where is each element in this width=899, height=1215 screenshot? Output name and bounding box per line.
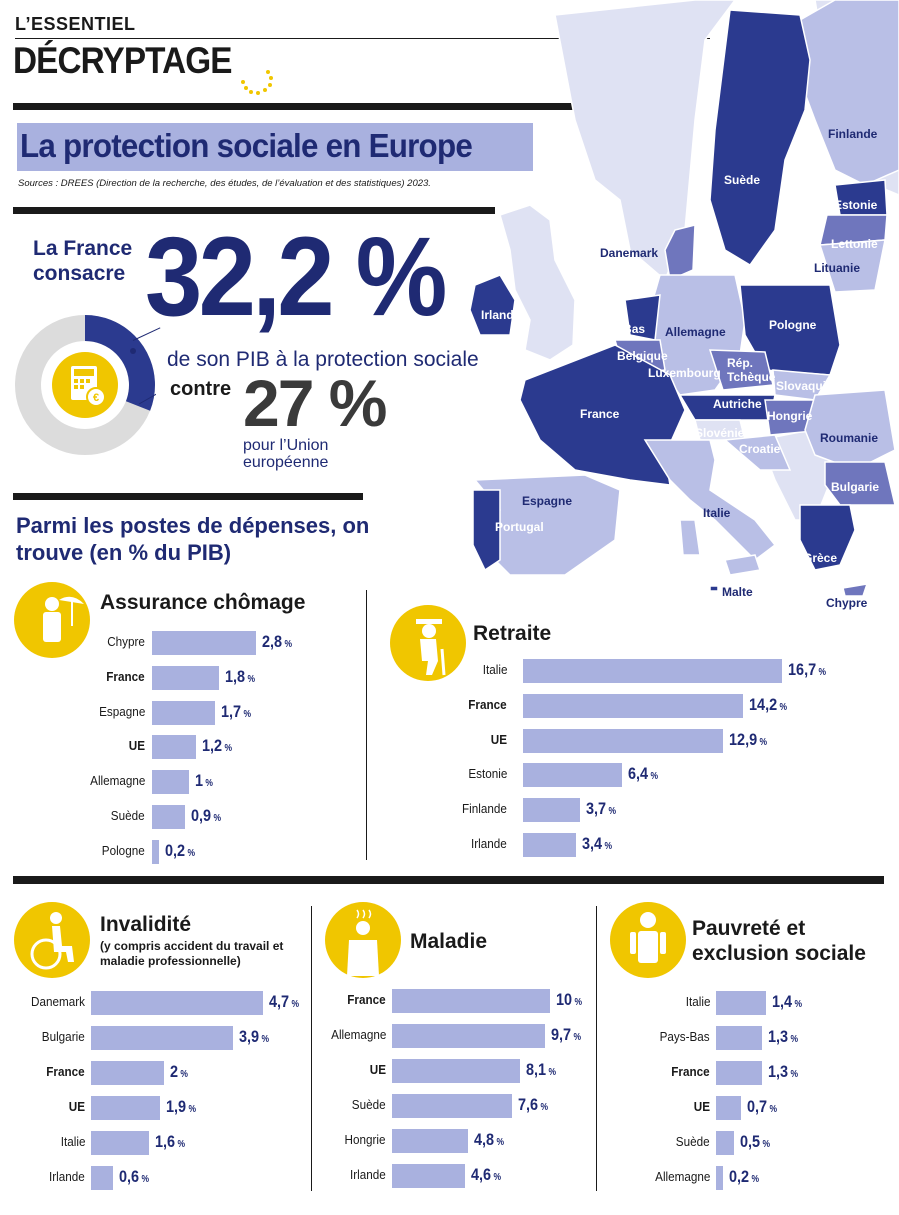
separator-bottom-right bbox=[596, 906, 597, 1191]
data-label: 1,2 % bbox=[202, 736, 233, 756]
chart-title-maladie: Maladie bbox=[410, 930, 488, 953]
data-label: 0,6 % bbox=[118, 1167, 149, 1186]
data-label: 0,9 % bbox=[191, 806, 222, 825]
bar bbox=[523, 798, 580, 822]
bar bbox=[716, 1061, 762, 1085]
category-label: Italie bbox=[60, 1134, 85, 1149]
map-label-belgique: Belgique bbox=[617, 349, 668, 363]
intro-rule bbox=[13, 493, 363, 500]
eu-text: pour l’Union européenne bbox=[243, 437, 329, 471]
data-label: 1,7 % bbox=[220, 701, 251, 721]
data-label: 1,4 % bbox=[771, 992, 802, 1011]
category-label: UE bbox=[693, 1099, 710, 1114]
sicily-shape bbox=[725, 555, 760, 575]
map-label-allemagne: Allemagne bbox=[665, 325, 726, 339]
bar bbox=[152, 701, 215, 725]
category-label: Espagne bbox=[98, 703, 145, 719]
bar bbox=[716, 1096, 741, 1120]
map-label-suede: Suède bbox=[724, 173, 761, 187]
map-label-finlande: Finlande bbox=[828, 127, 878, 141]
unemployment-icon-circle bbox=[14, 582, 90, 658]
umbrella-worker-icon bbox=[14, 582, 90, 658]
data-label: 4,6 % bbox=[470, 1165, 501, 1184]
ireland-shape bbox=[470, 275, 515, 335]
disability-icon-circle bbox=[14, 902, 90, 978]
category-label: Italie bbox=[482, 662, 507, 677]
data-label: 9,7 % bbox=[551, 1025, 582, 1044]
map-label-estonie: Estonie bbox=[834, 198, 878, 212]
data-label: 3,9 % bbox=[239, 1027, 270, 1046]
data-label: 8,1 % bbox=[525, 1060, 556, 1079]
poverty-icon-circle bbox=[610, 902, 686, 978]
data-label: 1,8 % bbox=[224, 666, 255, 686]
map-label-italie: Italie bbox=[703, 506, 731, 520]
category-label: Pays-Bas bbox=[659, 1029, 710, 1044]
sardinia-shape bbox=[680, 520, 700, 555]
category-label: UE bbox=[369, 1062, 386, 1077]
finland-shape bbox=[800, 0, 899, 185]
data-label: 1,3 % bbox=[768, 1027, 799, 1046]
data-label: 0,7 % bbox=[746, 1097, 777, 1116]
bar bbox=[392, 1164, 465, 1188]
bar bbox=[716, 991, 766, 1015]
bar bbox=[523, 833, 576, 857]
eu-stars-icon bbox=[238, 62, 274, 98]
bar bbox=[523, 729, 723, 753]
pib-text: de son PIB à la protection sociale bbox=[167, 348, 479, 371]
uk-shape bbox=[500, 205, 575, 360]
sweden-shape bbox=[710, 10, 810, 265]
sick-person-icon bbox=[325, 902, 401, 978]
category-label: France bbox=[46, 1064, 85, 1079]
bar bbox=[152, 735, 196, 759]
map-label-chypre: Chypre bbox=[826, 596, 868, 610]
retirement-icon-circle bbox=[390, 605, 466, 681]
chart-title-retraite: Retraite bbox=[473, 622, 552, 645]
elderly-person-icon bbox=[390, 605, 466, 681]
map-label-malte: Malte bbox=[722, 585, 753, 599]
bar bbox=[392, 1059, 520, 1083]
bar bbox=[392, 1094, 512, 1118]
category-label: Irlande bbox=[471, 836, 507, 851]
chart-subtitle-invalidite: (y compris accident du travail et maladie professionnelle) bbox=[100, 939, 284, 968]
headline-rule bbox=[13, 207, 495, 214]
data-label: 14,2 % bbox=[749, 694, 788, 714]
bar bbox=[152, 805, 185, 829]
bar bbox=[91, 1026, 233, 1050]
bar bbox=[523, 694, 743, 718]
category-label: Irlande bbox=[350, 1167, 386, 1182]
bar bbox=[392, 1024, 545, 1048]
section-title: DÉCRYPTAGE bbox=[13, 40, 232, 81]
data-label: 4,7 % bbox=[268, 992, 299, 1011]
bar bbox=[523, 659, 782, 683]
map-label-hongrie: Hongrie bbox=[767, 409, 813, 423]
bar bbox=[392, 989, 550, 1013]
europe-map bbox=[455, 0, 899, 610]
category-label: France bbox=[347, 992, 386, 1007]
map-label-danemark: Danemark bbox=[600, 246, 659, 260]
france-percentage: 32,2 % bbox=[145, 214, 444, 339]
bar bbox=[716, 1166, 723, 1190]
category-label: Allemagne bbox=[330, 1027, 386, 1042]
illness-icon-circle bbox=[325, 902, 401, 978]
data-label: 12,9 % bbox=[728, 729, 767, 749]
category-label: Hongrie bbox=[345, 1132, 386, 1147]
kicker: L’ESSENTIEL bbox=[15, 14, 136, 34]
data-label: 1,9 % bbox=[166, 1097, 197, 1116]
eu-percentage: 27 % bbox=[243, 366, 386, 440]
cyprus-shape bbox=[843, 584, 867, 596]
category-label: Suède bbox=[676, 1134, 710, 1149]
sources-note: Sources : DREES (Direction de la recherche, des études, de l’évaluation et des statistiques) 2023. bbox=[18, 178, 431, 189]
bar bbox=[152, 840, 159, 864]
category-label: UE bbox=[490, 731, 507, 747]
bar bbox=[152, 631, 256, 655]
map-label-portugal: Portugal bbox=[495, 520, 544, 534]
category-label: Suède bbox=[352, 1097, 386, 1112]
norway-shape bbox=[555, 0, 735, 280]
data-label: 2,8 % bbox=[261, 632, 292, 651]
map-label-autriche: Autriche bbox=[713, 397, 762, 411]
bar bbox=[91, 1061, 164, 1085]
category-label: UE bbox=[128, 738, 145, 754]
data-label: 3,4 % bbox=[581, 834, 612, 853]
map-label-roumanie: Roumanie bbox=[820, 431, 879, 445]
bar bbox=[91, 991, 263, 1015]
chart-title-pauvrete: Pauvreté et exclusion sociale bbox=[692, 917, 866, 965]
bar bbox=[91, 1131, 149, 1155]
map-label-croatie: Croatie bbox=[739, 442, 781, 456]
data-label: 10 % bbox=[556, 990, 583, 1009]
map-label-irlande: Irlande bbox=[481, 308, 521, 322]
data-label: 4,8 % bbox=[473, 1130, 504, 1149]
bar bbox=[716, 1026, 762, 1050]
category-label: Suède bbox=[111, 808, 145, 823]
france-lead: La France consacre bbox=[33, 237, 133, 285]
malta-shape bbox=[710, 586, 718, 591]
map-label-slovaquie: Slovaquie bbox=[776, 379, 833, 393]
map-label-pologne: Pologne bbox=[769, 318, 817, 332]
category-label: Finlande bbox=[462, 801, 507, 817]
map-label-slovenie: Slovénie bbox=[695, 426, 745, 440]
map-label-grece: Grèce bbox=[803, 551, 838, 565]
category-label: Chypre bbox=[107, 634, 145, 649]
map-label-pays-bas: Pays-Bas bbox=[591, 322, 646, 336]
data-label: 2 % bbox=[170, 1062, 188, 1081]
bar bbox=[523, 763, 622, 787]
data-label: 0,2 % bbox=[729, 1167, 760, 1186]
middle-rule bbox=[13, 876, 884, 884]
map-label-bulgarie: Bulgarie bbox=[831, 480, 880, 494]
data-label: 6,4 % bbox=[628, 764, 659, 784]
bar bbox=[392, 1129, 468, 1153]
pib-donut-chart bbox=[14, 314, 156, 456]
map-label-rep-tcheque: Rép. Tchèque bbox=[727, 356, 776, 384]
data-label: 16,7 % bbox=[787, 660, 826, 679]
data-label: 1,6 % bbox=[155, 1132, 186, 1151]
page-title: La protection sociale en Europe bbox=[20, 127, 473, 164]
category-label: France bbox=[106, 668, 145, 684]
category-label: France bbox=[468, 696, 507, 712]
data-label: 3,7 % bbox=[586, 799, 617, 819]
svg-text:€: € bbox=[92, 392, 100, 404]
bar bbox=[716, 1131, 734, 1155]
map-label-lettonie: Lettonie bbox=[831, 237, 878, 251]
map-label-luxembourg: Luxembourg bbox=[648, 366, 721, 380]
category-label: Danemark bbox=[31, 994, 85, 1009]
data-label: 0,2 % bbox=[165, 840, 196, 860]
category-label: Bulgarie bbox=[42, 1029, 85, 1044]
separator-bottom-left bbox=[311, 906, 312, 1191]
separator-top bbox=[366, 590, 367, 860]
category-label: Allemagne bbox=[89, 773, 145, 789]
map-label-espagne: Espagne bbox=[522, 494, 573, 508]
chart-title-chomage: Assurance chômage bbox=[100, 591, 306, 614]
map-label-france: France bbox=[580, 407, 620, 421]
contre-label: contre bbox=[170, 378, 232, 400]
category-label: Pologne bbox=[102, 842, 145, 858]
data-label: 1 % bbox=[195, 771, 213, 791]
bar bbox=[152, 666, 219, 690]
intro-heading: Parmi les postes de dépenses, on trouve (en % du PIB) bbox=[16, 513, 370, 565]
map-label-lituanie: Lituanie bbox=[814, 261, 861, 275]
category-label: Irlande bbox=[49, 1169, 85, 1184]
data-label: 7,6 % bbox=[518, 1095, 549, 1114]
chart-title-invalidite: Invalidité bbox=[100, 913, 192, 936]
category-label: Allemagne bbox=[654, 1169, 710, 1184]
bar bbox=[91, 1096, 160, 1120]
bar bbox=[91, 1166, 113, 1190]
category-label: Estonie bbox=[467, 766, 507, 782]
data-label: 1,3 % bbox=[768, 1062, 799, 1081]
category-label: France bbox=[671, 1064, 710, 1079]
category-label: Italie bbox=[685, 994, 710, 1009]
wheelchair-icon bbox=[14, 902, 90, 978]
donut-pointer-dot bbox=[130, 348, 136, 354]
poor-person-icon bbox=[610, 902, 686, 978]
data-label: 0,5 % bbox=[739, 1132, 770, 1151]
bar bbox=[152, 770, 189, 794]
category-label: UE bbox=[68, 1099, 85, 1114]
